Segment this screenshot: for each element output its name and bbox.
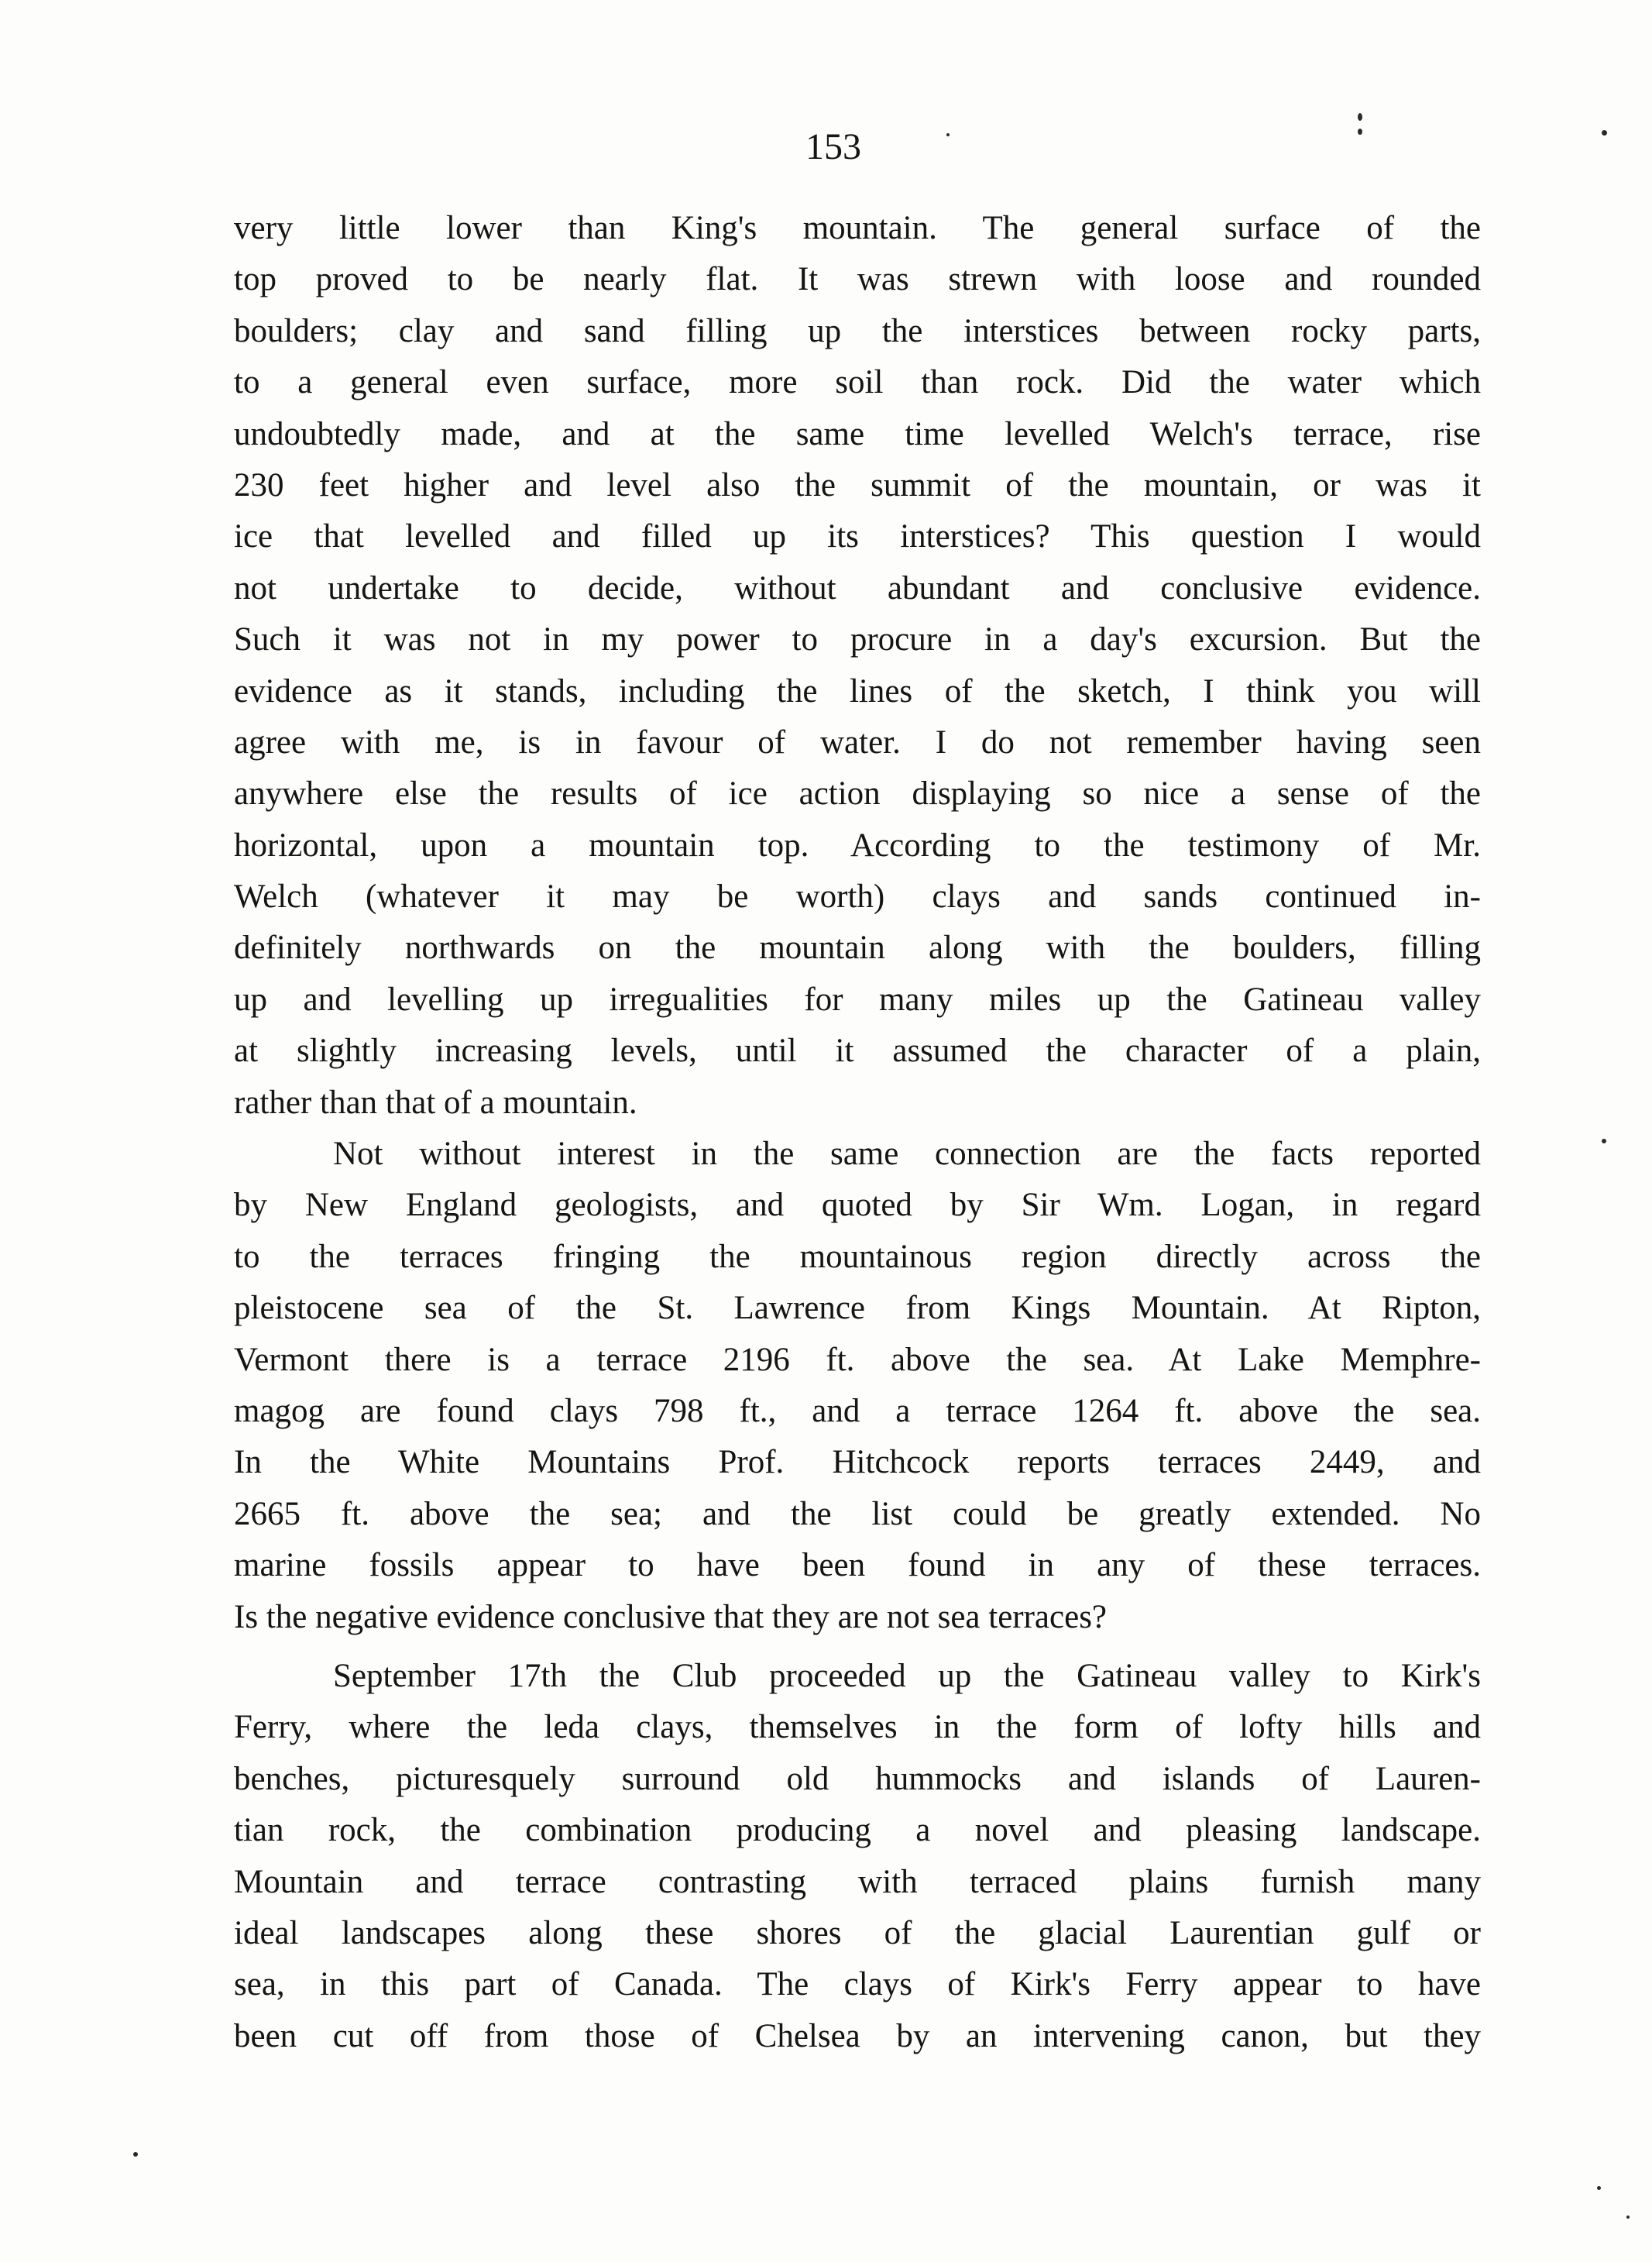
text-line: definitely northwards on the mountain along with the boulders, filling — [234, 930, 1481, 967]
text-line: Is the negative evidence conclusive that they are not sea terraces? — [234, 1598, 1108, 1635]
scan-speck — [1626, 2216, 1630, 2219]
scan-speck — [1602, 1139, 1606, 1143]
scan-speck — [1597, 2186, 1601, 2190]
text-line: up and levelling up irregualities for many miles up the Gatineau valley — [234, 981, 1481, 1018]
text-line: Vermont there is a terrace 2196 ft. above the sea. At Lake Memphre- — [234, 1341, 1481, 1378]
text-line: magog are found clays 798 ft., and a terrace 1264 ft. above the sea. — [234, 1392, 1481, 1429]
paragraph-2 — [234, 1129, 1481, 1643]
text-line: at slightly increasing levels, until it assumed the character of a plain, — [234, 1033, 1481, 1070]
text-line: by New England geologists, and quoted by Sir Wm. Logan, in regard — [234, 1187, 1481, 1224]
text-line: sea, in this part of Canada. The clays of Kirk's Ferry appear to have — [234, 1966, 1481, 2003]
paragraph-3 — [234, 1651, 1481, 2062]
text-line: rather than that of a mountain. — [234, 1084, 637, 1121]
text-line: Welch (whatever it may be worth) clays and sands continued in- — [234, 878, 1481, 916]
text-line: very little lower than King's mountain. The general surface of the — [234, 210, 1481, 246]
scan-speck — [1358, 113, 1362, 121]
text-line: marine fossils appear to have been found in any of these terraces. — [234, 1547, 1481, 1584]
text-line: agree with me, is in favour of water. I do not remember having seen — [234, 724, 1481, 761]
scan-speck — [946, 133, 950, 136]
text-line: Such it was not in my power to procure in a day's excursion. But the — [234, 621, 1481, 658]
text-line: benches, picturesquely surround old hummocks and islands of Lauren- — [234, 1760, 1481, 1797]
text-line: boulders; clay and sand filling up the interstices between rocky parts, — [234, 312, 1481, 349]
text-line: Ferry, where the leda clays, themselves in the form of lofty hills and — [234, 1709, 1481, 1746]
text-line: pleistocene sea of the St. Lawrence from Kings Mountain. At Ripton, — [234, 1290, 1481, 1327]
scan-speck — [1358, 129, 1362, 135]
paragraph-gap — [234, 1643, 1481, 1651]
text-line: not undertake to decide, without abundant and conclusive evidence. — [234, 569, 1481, 607]
text-line: tian rock, the combination producing a novel and pleasing landscape. — [234, 1812, 1481, 1849]
text-line: evidence as it stands, including the lines of the sketch, I think you will — [234, 672, 1481, 710]
text-line: top proved to be nearly flat. It was strewn with loose and rounded — [234, 261, 1481, 298]
text-line: 2665 ft. above the sea; and the list could be greatly extended. No — [234, 1495, 1481, 1532]
text-line: to a general even surface, more soil than rock. Did the water which — [234, 364, 1481, 401]
text-line: anywhere else the results of ice action displaying so nice a sense of the — [234, 775, 1481, 813]
text-line: Not without interest in the same connection are the facts reported — [333, 1136, 1481, 1173]
text-line: In the White Mountains Prof. Hitchcock reports terraces 2449, and — [234, 1444, 1481, 1481]
text-line: been cut off from those of Chelsea by an intervening canon, but they — [234, 2017, 1481, 2054]
text-line: ice that levelled and filled up its interstices? This question I would — [234, 518, 1481, 555]
paragraph-1 — [234, 203, 1481, 1129]
scan-speck — [133, 2152, 138, 2157]
text-line: undoubtedly made, and at the same time levelled Welch's terrace, rise — [234, 415, 1481, 452]
text-line: September 17th the Club proceeded up the Gatineau valley to Kirk's — [333, 1657, 1481, 1694]
page-number: 153 — [805, 126, 861, 167]
text-line: Mountain and terrace contrasting with terraced plains furnish many — [234, 1863, 1481, 1900]
text-line: ideal landscapes along these shores of the glacial Laurentian gulf or — [234, 1914, 1481, 1951]
scan-speck — [1602, 130, 1607, 136]
text-line: horizontal, upon a mountain top. According to the testimony of Mr. — [234, 827, 1481, 864]
text-line: to the terraces fringing the mountainous region directly across the — [234, 1238, 1481, 1275]
text-line: 230 feet higher and level also the summit of the mountain, or was it — [234, 466, 1481, 504]
body-text — [234, 203, 1481, 2062]
